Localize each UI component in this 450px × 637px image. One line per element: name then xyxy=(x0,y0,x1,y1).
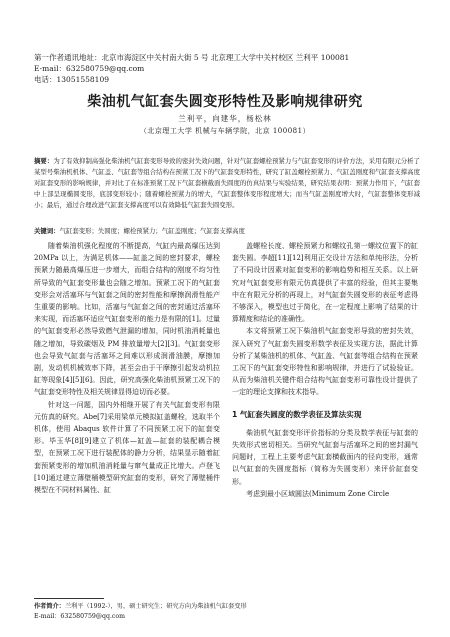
author-phone: 电话：13051558109 xyxy=(34,75,109,84)
body-paragraph: 盖螺栓长度、螺栓预紧力和螺纹孔第一螺纹位置下的缸套失圆。李超[11][12]利用正交设计方法和单纯形法，分析了不同设计因素对缸套变形的影响趋势和相互关系。以上研究对气缸套变形有限元仿真提供了丰富的经验，但其主要集中在有限元分析的再现上，对气缸套失圆变形的表征考虑得不够深入，模型也过于简化，在一定程度上影响了结果的计算精度和结论的准确性。 xyxy=(232,242,418,324)
body-column-left xyxy=(34,240,220,496)
paper-title: 柴油机气缸套失圆变形特性及影响规律研究 xyxy=(87,94,363,110)
body-paragraph: 随着柴油机强化程度的不断提高，气缸内最高爆压达到 20MPa 以上，为满足机体——缸盖之间的密封要求，螺栓预紧力随最高爆压进一步增大，而组合结构的刚度不均匀性所导致的气缸套变形量也会随之增加。预紧工况下的气缸套变形会对活塞环与气缸套之间的密封性能和摩擦润滑性能产生重要的影响。比如，活塞与气缸套之间的密封通过活塞环来实现，而活塞环适应气缸套变形的能力是有限的[1]。过量的气缸套变形必然导致燃气泄漏的增加，同时机油消耗量也随之增加，导致碳烟及 PM 排放量增大[2][3]。气缸套变形也会导致气缸套与活塞环之间难以形成润滑油膜，摩擦加剧，发动机机械效率下降，甚至会由于干摩擦引起发动机拉缸等现象[4][5][6]。因此，研究高强化柴油机预紧工况下的气缸套变形特性及相关规律显得迫切而必要。 xyxy=(34,242,220,397)
paper-authors: 兰利平，向建华，杨松林 xyxy=(178,114,272,123)
abstract-text: 为了有效抑制高强化柴油机气缸套变形导致的密封失效问题，针对气缸套螺栓预紧力与气缸套变形的评价方法，采用有限元分析了某型号柴油机机体、气缸盖、气缸套等组合结构在预紧工况下的气缸套变形特性，研究了缸盖螺栓预紧力、气缸盖刚度和气缸套支撑高度对缸套变形的影响规律，并对比了在标准预紧工况下气缸套横截面失圆度的仿真结果与实验结果，研究结果表明：预紧力作用下，气缸套中上部呈现椭圆变形，底部变形较小；随着螺栓预紧力的增大，气缸套整体变形程度增大；而当气缸盖刚度增大时，气缸套整体变形减小；最后，通过合理改进气缸套支撑高度可以有效降低气缸套失圆变形。 xyxy=(34,157,421,209)
paper-affiliation: （北京理工大学 机械与车辆学院，北京 100081） xyxy=(139,127,311,135)
footnote xyxy=(34,602,424,621)
author-email: E-mail：632580759@qq.com xyxy=(34,64,145,73)
body-paragraph: 本文将预紧工况下柴油机气缸套变形导致的密封失效，深入研究了气缸套失圆变形数学表征及实现方法，据此计算分析了某柴油机的机体、气缸盖、气缸套等组合结构在预紧工况下的气缸套变形特性和影响规律，并进行了试验验证。从而为柴油机关键件组合结构气缸套变形可靠性设计提供了一定的理论支撑和技术指导。 xyxy=(232,327,418,397)
keywords xyxy=(34,226,420,237)
footnote-author: 兰利平（1992-），男，硕士研究生；研究方向为柴油机气缸套变形 xyxy=(64,603,247,610)
section-heading: 1 气缸套失圆度的数学表征及算法实现 xyxy=(232,409,362,419)
body-paragraph: 柴油机气缸套变形评价指标的分类及数学表征与缸套的失效形式密切相关。当研究气缸套与活塞环之间的密封漏气问题时，工程上主要考虑气缸套横截面内的径向变形，通常以气缸套的失圆度指标（简称为失圆变形）来评价缸套变形。 xyxy=(232,428,418,486)
page-header xyxy=(34,52,424,85)
body-column-right xyxy=(232,240,418,500)
keywords-label: 关键词： xyxy=(34,227,60,235)
abstract xyxy=(34,156,420,211)
abstract-label: 摘要： xyxy=(34,157,54,165)
footnote-rule xyxy=(34,598,104,599)
body-paragraph: 针对这一问题，国内外相继开展了有关气缸套变形有限元仿真的研究。Abe[7]采用梁单元模拟缸盖螺栓，选取半个机体，使用 Abaqus 软件计算了不同预紧工况下的缸套变形。毕玉华[8][9]建立了机体—缸盖—缸套的装配耦合模型，在预紧工况下进行装配体的静力分析，结果显示随着缸套预紧变形的增加机油消耗量与窜气量成正比增大。卢登飞[10]通过建立薄壁桶模型研究缸套的变形，研究了薄壁桶件模型在不同材料属性、缸 xyxy=(34,400,220,495)
footnote-email: E-mail：632580759@qq.com xyxy=(34,612,125,620)
body-paragraph: 考虑到最小区域圆法(Minimum Zone Circle xyxy=(246,489,390,498)
author-address: 第一作者通讯地址：北京市海淀区中关村南大街 5 号 北京理工大学中关村校区 兰利平 100081 xyxy=(34,53,350,62)
keywords-text: 气缸套变形；失圆度；螺栓预紧力；气缸盖刚度；气缸套支撑高度 xyxy=(59,227,245,235)
footnote-label: 作者简介： xyxy=(34,603,65,610)
